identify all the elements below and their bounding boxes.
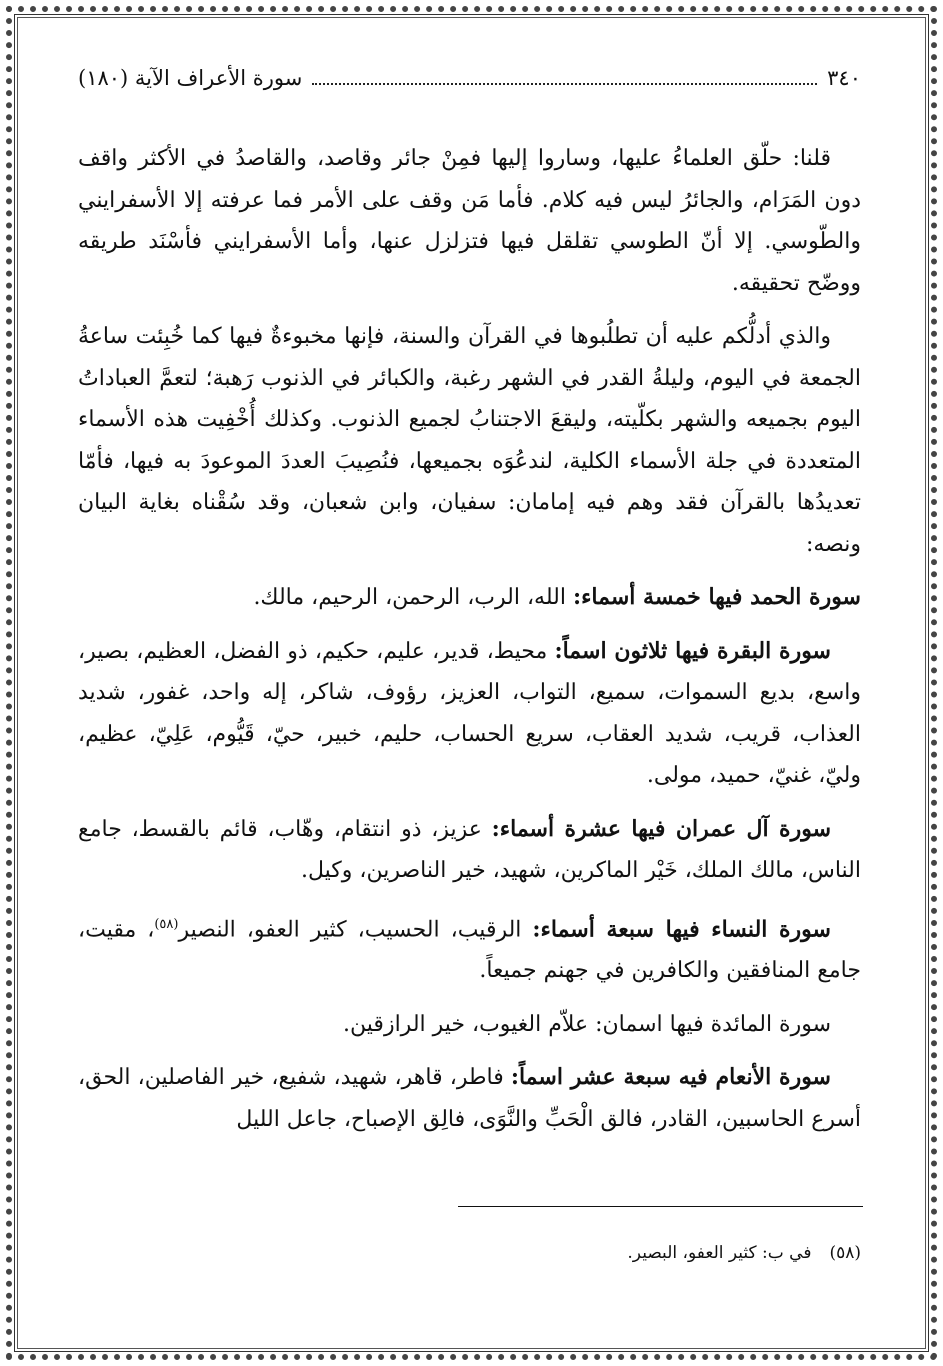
surah-al-hamd-entry [78,577,861,619]
surah-al-anam-entry [78,1057,861,1140]
surah-heading: سورة البقرة فيها ثلاثون اسماً: [554,637,831,664]
surah-names: عزيز، ذو انتقام، وهّاب، قائم بالقسط، جامع الناس، مالك الملك، خَيْر الماكرين، شهيد، خير الناصرين، وكيل. [78,816,861,883]
running-header [78,58,861,98]
footnote-marker: (٥٨) [829,1243,861,1263]
surah-al-baqara-entry [78,631,861,797]
surah-heading: سورة آل عمران فيها عشرة أسماء: [491,815,832,842]
footnote-reference[interactable]: (٥٨) [154,916,179,932]
footnote [78,1240,861,1266]
surah-names: فاطر، قاهر، شهيد، شفيع، خير الفاصلين، الحق، أسرع الحاسبين، القادر، فالق الْحَبِّ والنَّوَى، فالِق الإصباح، جاعل الليل [78,1065,861,1132]
surah-names: الرقيب، الحسيب، كثير العفو، النصير [178,916,533,942]
body-text [78,138,861,1140]
paragraph-1: قلنا: حلّق العلماءُ عليها، وساروا إليها فمِنْ جائر وقاصد، والقاصدُ في الأكثر واقف دون المَرَام، والجائرُ ليس فيه كلام. فأما مَن وقف على الأمر فما عرفته إلا الأسفرايني والطّوسي. إلا أنّ الطوسي تقلقل فيها فتزلزل عنها، وأما الأسفرايني فأسْنَد طريقه ووضّح تحقيقه. [78,146,861,296]
surah-heading: سورة الأنعام فيه سبعة عشر اسماً: [510,1064,831,1091]
surah-names: الله، الرب، الرحمن، الرحيم، مالك. [253,585,573,610]
surah-an-nisa-entry [78,904,861,992]
paragraph-2: والذي أدلُّكم عليه أن تطلُبوها في القرآن والسنة، فإنها مخبوءةٌ فيها كما خُبِئت ساعةُ الجمعة في اليوم، وليلةُ القدر في الشهر رغبة، والكبائر في الذنوب رَهبة؛ لتعمَّ العباداتُ اليوم بجميعه والشهر بكلّيته، وليقعَ الاجتنابُ لجميع الذنوب. وكذلك أُخْفِيت هذه الأسماء المتعددة في جلة الأسماء الكلية، لندعُوَه بجميعها، فنُصِيبَ العددَ الموعودَ به فيها، فأمّا تعديدُها بالقرآن فقد وهم فيه إمامان: سفيان، وابن شعبان، وقد سُقْناه بغاية البيان ونصه: [78,324,861,557]
surah-heading: سورة الحمد فيها خمسة أسماء: [572,584,861,610]
surah-al-imran-entry [78,809,861,892]
surah-al-maida-entry: سورة المائدة فيها اسمان: علاّم الغيوب، خير الرازقين. [343,1011,831,1037]
footnote-separator [458,1206,863,1207]
page-content [78,58,861,1152]
page-number: ٣٤٠ [827,66,861,90]
header-dot-leader [312,61,817,85]
footnote-text: في ب: كثير العفو، البصير. [627,1243,812,1263]
surah-heading: سورة النساء فيها سبعة أسماء: [532,915,831,942]
surah-names: محيط، قدير، عليم، حكيم، ذو الفضل، العظيم، بصير، واسع، بديع السموات، سميع، التواب، العزيز، رؤوف، شاكر، إله واحد، غفور، شديد العذاب، قريب، شديد العقاب، سريع الحساب، حليم، خبير، حيّ، قَيُّوم، عَلِيّ، عظيم، وليّ، غنيّ، حميد، مولى. [78,638,861,788]
surah-names-continued: ، مقيت، جامع المنافقين والكافرين في جهنم جميعاً. [78,916,861,984]
running-title: سورة الأعراف الآية (١٨٠) [78,66,303,90]
